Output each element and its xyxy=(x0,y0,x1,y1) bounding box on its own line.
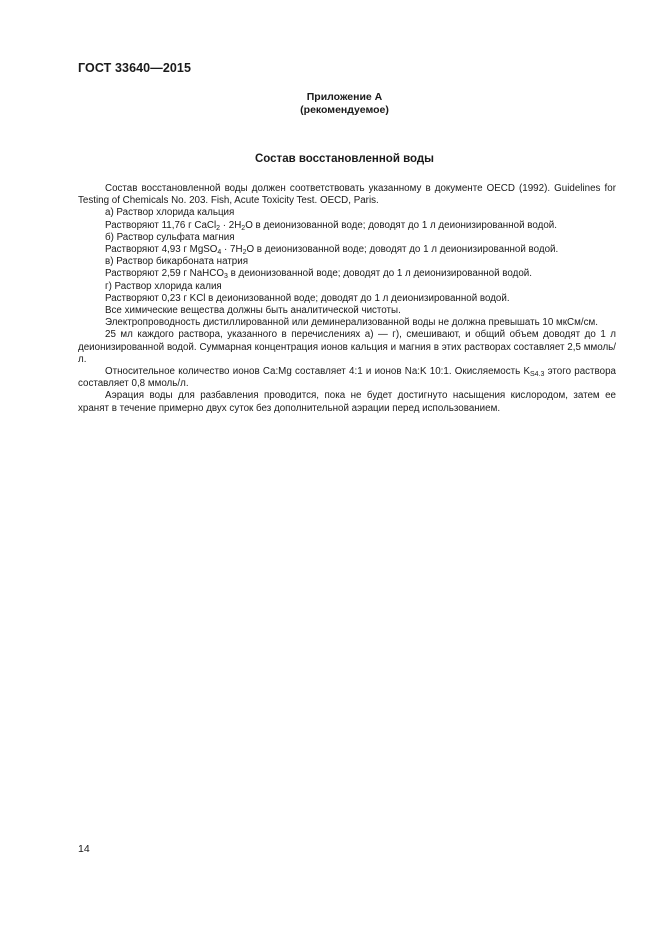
item-c-text: Растворяют 2,59 г NaHCO$_3$ в деионизованной воде; доводят до 1 л деионизированной водой. xyxy=(105,268,532,281)
page-number: 14 xyxy=(78,843,90,855)
item-b-heading: б) Раствор сульфата магния xyxy=(105,231,235,243)
paragraph-ratio: Относительное количество ионов Ca:Mg составляет 4:1 и ионов Na:K 10:1. Окисляемость $K_{S4.3}$ этого раствора составляет 0,8 ммоль/л. xyxy=(78,366,616,390)
document-code: ГОСТ 33640—2015 xyxy=(78,61,192,75)
paragraph-mixing: 25 мл каждого раствора, указанного в перечислениях а) — г), смешивают, и общий объем доводят до 1 л деионизированной водой. Суммарная концентрация ионов кальция и магния в этих растворах составляет 2,5 ммоль/л. xyxy=(78,329,616,365)
item-d-heading: г) Раствор хлорида калия xyxy=(105,280,222,292)
item-b-text: Растворяют 4,93 г MgSO$_4$ · $7H_2O$ в деионизованной воде; доводят до 1 л деионизированной водой. xyxy=(105,244,559,257)
paragraph-conductivity: Электропроводность дистиллированной или деминерализованной воды не должна превышать 10 мкСм/см. xyxy=(105,317,598,329)
appendix-heading xyxy=(0,91,661,117)
item-a-heading: а) Раствор хлорида кальция xyxy=(105,207,235,219)
paragraph-intro: Состав восстановленной воды должен соответствовать указанному в документе OECD (1992). Guidelines for Testing of Chemicals No. 203. Fish, Acute Toxicity Test. OECD, Paris. xyxy=(78,183,616,207)
paragraph-aeration: Аэрация воды для разбавления проводится, пока не будет достигнуто насыщения кислородом, затем ее хранят в течение примерно двух суток без дополнительной аэрации перед использованием. xyxy=(78,390,616,414)
appendix-label: Приложение А xyxy=(306,91,383,103)
paragraph-purity: Все химические вещества должны быть аналитической чистоты. xyxy=(105,305,401,317)
item-c-heading: в) Раствор бикарбоната натрия xyxy=(105,256,249,268)
document-body xyxy=(78,183,616,415)
item-a-text: Растворяют 11,76 г CaCl$_2$ · $2H_2O$ в деионизованной воде; доводят до 1 л деионизированной водой. xyxy=(105,219,557,232)
item-d-text: Растворяют 0,23 г KCl в деионизованной воде; доводят до 1 л деионизированной водой. xyxy=(105,292,510,304)
appendix-status: (рекомендуемое) xyxy=(300,104,389,116)
section-title: Состав восстановленной воды xyxy=(254,153,434,165)
